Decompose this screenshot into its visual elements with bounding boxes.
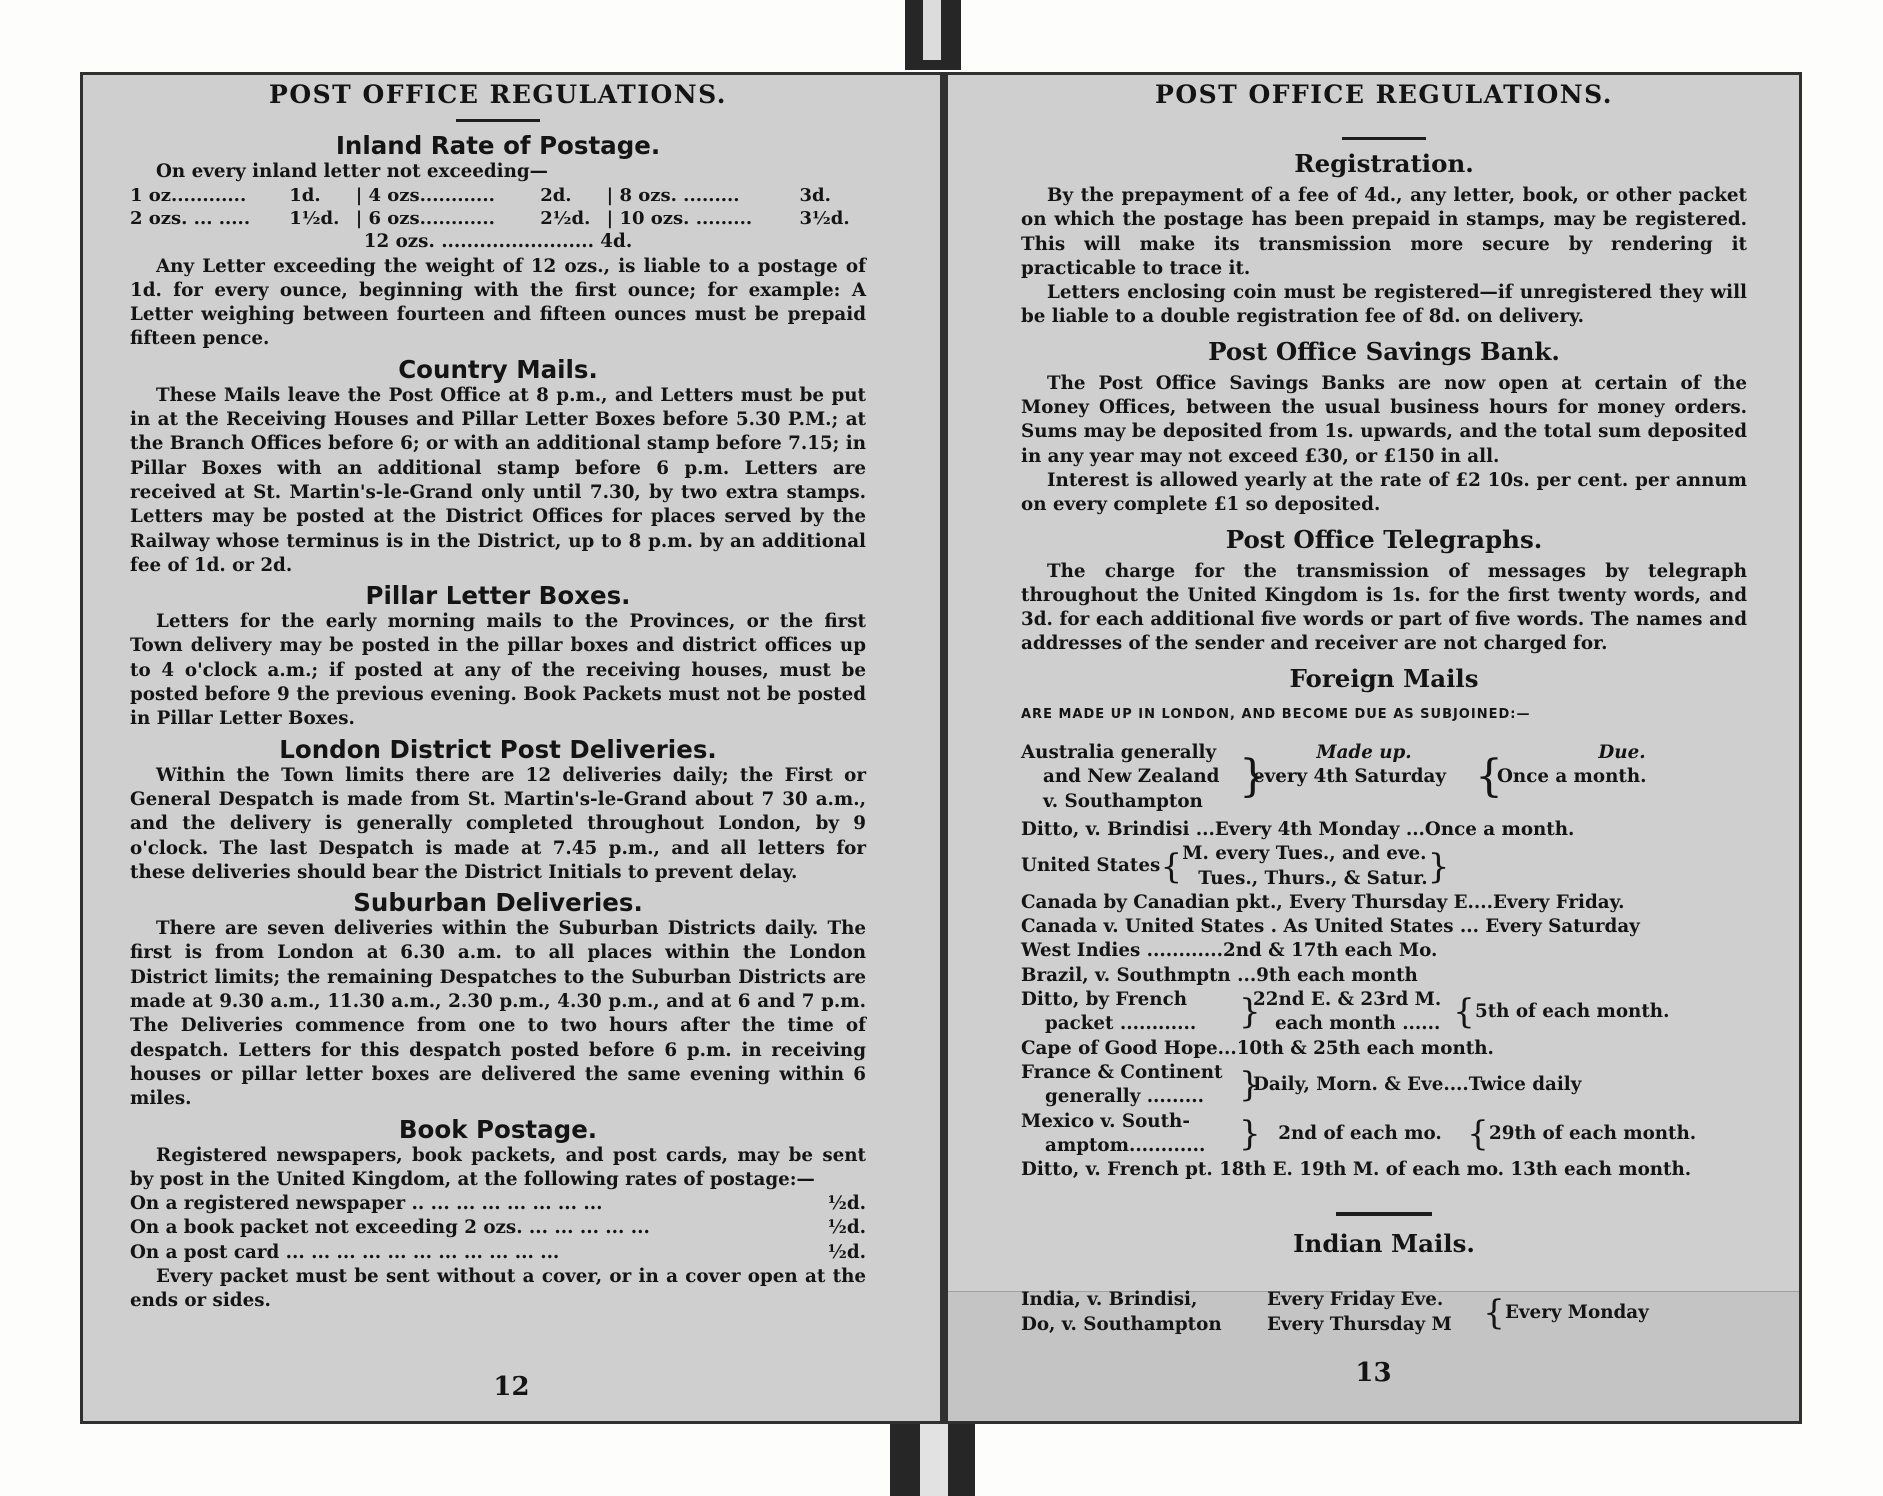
suburban-deliveries-section [130,889,866,1111]
telegraphs-paragraph: The charge for the transmission of messages by telegraph throughout the United Kingdom is 1s. for the first twenty words, and 3d. for each additional five words or part of five words. The names and addresses of the sender and receiver are not charged for. [1021,560,1747,655]
india-made-1: Every Friday Eve. [1267,1289,1444,1311]
indian-mails-row [1021,1288,1747,1337]
rate-cell: 2 ozs. ... ..... [130,208,251,230]
book-postage-paragraph: Registered newspapers, book packets, and post cards, may be sent by post in the United Kingdom, at the following rates of postage:— [130,1144,866,1190]
book-rate-label: On a registered newspaper .. ... ... ... ... ... ... ... [130,1193,603,1215]
book-postage-section [130,1116,866,1314]
australia-made-up: every 4th Saturday [1253,766,1446,788]
france-made-up: Daily, Morn. & Eve....Twice daily [1253,1074,1582,1096]
france-line-1: France & Continent [1021,1061,1223,1083]
rate-cell: 1d. [289,185,321,207]
brace-glyph: } [1239,992,1261,1033]
rate-cell: | 10 ozs. ......... [606,208,753,230]
ditto-french-row [1021,988,1747,1037]
country-mails-paragraph: These Mails leave the Post Office at 8 p.m., and Letters must be put in at the Receiving Houses and Pillar Letter Boxes before 5.30 P.M.; at the Branch Offices before 6; or with an additional stamp before 7.15; in Pillar Boxes with an additional stamp before 6 p.m. Letters are received at St. Martin's-le-Grand only until 7.30, by two extra stamps. Letters may be posted at the District Offices for places served by the Railway whose terminus is in the District, up to 8 p.m. by an additional fee of 1d. or 2d. [130,384,866,576]
list-item [130,1241,866,1265]
indian-mails-title: Indian Mails. [1293,1229,1475,1259]
foreign-mails-section [1021,665,1747,1183]
london-deliveries-paragraph: Within the Town limits there are 12 deliveries daily; the First or General Despatch is made from St. Martin's-le-Grand about 7 30 a.m., and the delivery is generally completed throughout London, by 9 o'clock. The last Despatch is made at 7.45 p.m., and all letters for these deliveries should bear the District Initials to prevent delay. [130,764,866,883]
ditto-french-due: 5th of each month. [1475,1001,1670,1023]
ditto-french-line-2: packet ............ [1045,1013,1197,1035]
brace-glyph: } [1427,846,1450,887]
savings-bank-section [1021,338,1747,518]
rate-cell: | 4 ozs............ [355,185,495,207]
indian-mails-section [1021,1230,1747,1337]
canada-line-1: Canada by Canadian pkt., Every Thursday E....Every Friday. [1021,891,1625,913]
binding-spine-bottom [890,1420,975,1496]
telegraphs-title: Post Office Telegraphs. [1225,524,1543,554]
pillar-boxes-paragraph: Letters for the early morning mails to the Provinces, or the first Town delivery may be posted in the pillar boxes and district offices up to 4 o'clock a.m.; if posted at any of the receiving houses, must be posted before 9 the previous evening. Book Packets must not be posted in Pillar Letter Boxes. [130,611,866,730]
made-up-cell [1253,741,1475,814]
ditto-french-line-1: Ditto, by French [1021,989,1188,1011]
registration-section [1021,150,1747,330]
left-page [80,72,946,1424]
registration-title: Registration. [1294,149,1474,178]
brace-glyph: { [1453,992,1475,1033]
book-rate-value: ½d. [827,1217,866,1239]
list-item [130,1192,866,1216]
made-up-label: Made up. [1316,742,1412,764]
mexico-due: 29th of each month. [1489,1122,1697,1144]
book-postage-closing: Every packet must be sent without a cover, or in a cover open at the ends or sides. [130,1265,866,1312]
brace-glyph: } [1239,1065,1261,1106]
book-rate-label: On a post card ... ... ... ... ... ... ... ... ... ... ... [130,1241,560,1263]
india-place-2: Do, v. Southampton [1021,1313,1222,1335]
right-running-head: POST OFFICE REGULATIONS. [1155,80,1613,109]
rate-cell: 2½d. [540,208,591,230]
brace-glyph: { [1483,1292,1505,1333]
australia-due: Once a month. [1497,766,1647,788]
book-rate-label: On a book packet not exceeding 2 ozs. ... ... ... ... ... [130,1217,650,1239]
india-due: Every Monday [1505,1301,1649,1323]
list-item [130,1216,866,1240]
spine-tab-top [923,0,941,60]
place-cell [1021,741,1239,814]
table-row [130,184,866,207]
pillar-boxes-section [130,582,866,731]
us-line-1: M. every Tues., and eve. [1182,843,1427,865]
book-postage-title: Book Postage. [398,1114,598,1144]
ditto-french-made-1: 22nd E. & 23rd M. [1253,989,1442,1011]
brace-glyph: { [1475,751,1503,803]
brace-glyph: } [1239,751,1267,803]
mexico-row [1021,1110,1747,1159]
page-number-right: 13 [1355,1357,1392,1388]
london-deliveries-title: London District Post Deliveries. [279,734,717,764]
place-cell [1021,1288,1267,1337]
country-mails-section [130,356,866,578]
india-made-2: Every Thursday M [1267,1313,1452,1335]
united-states-row [1021,842,1747,891]
suburban-deliveries-title: Suburban Deliveries. [353,888,643,918]
section-rule [1336,1212,1432,1216]
west-indies-line: West Indies ............2nd & 17th each Mo. [1021,940,1438,962]
france-row [1021,1061,1747,1110]
savings-bank-paragraph-1: The Post Office Savings Banks are now open at certain of the Money Offices, between the usual business hours for money orders. Sums may be deposited from 1s. upwards, and the total sum deposited in any year may not exceed £30, or £150 in all. [1021,372,1747,467]
binding-spine-top [905,0,961,70]
canada-line-2: Canada v. United States . As United States ... Every Saturday [1021,916,1640,938]
inland-rate-title: Inland Rate of Postage. [335,131,661,160]
brindisi-line: Ditto, v. Brindisi ...Every 4th Monday ...Once a month. [1021,818,1575,840]
rate-cell: 3d. [799,185,831,207]
page-number-left: 12 [493,1371,530,1402]
place-cell [1021,1110,1239,1159]
foreign-mails-subtitle: ARE MADE UP IN LONDON, AND BECOME DUE AS SUBJOINED:— [1021,706,1531,722]
head-rule [456,119,540,122]
made-up-cell [1253,988,1453,1037]
mexico-made-up: 2nd of each mo. [1278,1122,1442,1144]
registration-paragraph-1: By the prepayment of a fee of 4d., any letter, book, or other packet on which the postage has been prepaid in stamps, may be registered. This will make its transmission more secure by rendering it practicable to trace it. [1021,185,1747,279]
head-rule [1342,137,1426,140]
country-mails-title: Country Mails. [398,354,598,384]
rate-cell: | 8 ozs. ......... [606,185,740,207]
telegraphs-section [1021,526,1747,657]
place-cell [1021,988,1239,1037]
inland-last-rate: 12 ozs. ........................ 4d. [363,231,633,253]
australia-row [1021,741,1747,814]
rate-cell: | 6 ozs............ [355,208,495,230]
savings-bank-paragraph-2: Interest is allowed yearly at the rate of £2 10s. per cent. per annum on every complete £1 so deposited. [1021,469,1747,516]
spine-tab-bottom [920,1420,948,1496]
ditto-french-made-2: each month ...... [1275,1013,1441,1035]
due-label: Due. [1598,742,1646,764]
mexico-line-1: Mexico v. South- [1021,1110,1190,1132]
foreign-mails-title: Foreign Mails [1289,663,1479,693]
australia-line-3: v. Southampton [1043,790,1203,812]
table-row [130,207,866,230]
book-rate-value: ½d. [827,1241,866,1263]
made-up-cell [1267,1288,1483,1337]
australia-line-1: Australia generally [1021,742,1217,764]
london-deliveries-section [130,736,866,885]
place-cell [1021,1061,1239,1110]
france-line-2: generally ......... [1045,1086,1204,1108]
pillar-boxes-title: Pillar Letter Boxes. [365,581,631,611]
inland-paragraph: Any Letter exceeding the weight of 12 ozs., is liable to a postage of 1d. for every ounce, beginning with the first ounce; for example: A Letter weighing between fourteen and fifteen ounces must be prepaid fifteen pence. [130,255,866,350]
due-cell [1497,741,1747,814]
suburban-deliveries-paragraph: There are seven deliveries within the Suburban Districts daily. The first is from London at 6.30 a.m. to all places within the London District limits; the remaining Despatches to the Suburban Districts are made at 9.30 a.m., 11.30 a.m., 2.30 p.m., 4.30 p.m., and at 6 and 7 p.m. The Deliveries commence from one to two hours after the time of despatch. Letters for this despatch posted before 6 p.m. in receiving houses or pillar letter boxes are delivered the same evening within 6 miles. [130,918,866,1110]
us-times [1182,842,1427,891]
inland-rate-table [130,184,866,230]
brace-glyph: { [1467,1113,1489,1154]
australia-line-2: and New Zealand [1043,766,1220,788]
brazil-line: Brazil, v. Southmptn ...9th each month [1021,964,1418,986]
rate-cell: 1½d. [289,208,340,230]
rate-cell: 2d. [540,185,572,207]
inland-rate-section [130,132,866,352]
ditto-french-pt-line: Ditto, v. French pt. 18th E. 19th M. of each mo. 13th each month. [1021,1159,1692,1181]
us-label: United States [1021,855,1161,877]
savings-bank-title: Post Office Savings Bank. [1208,336,1560,366]
us-line-2: Tues., Thurs., & Satur. [1198,867,1428,889]
right-page [946,72,1802,1424]
brace-glyph: } [1239,1113,1261,1154]
book-rate-value: ½d. [827,1193,866,1215]
registration-paragraph-2: Letters enclosing coin must be registered—if unregistered they will be liable to a double registration fee of 8d. on delivery. [1021,282,1747,328]
rate-cell: 1 oz............ [130,185,247,207]
rate-cell: 3½d. [799,208,850,230]
cape-line: Cape of Good Hope...10th & 25th each month. [1021,1037,1494,1059]
left-running-head: POST OFFICE REGULATIONS. [269,80,727,109]
inland-intro: On every inland letter not exceeding— [156,161,548,182]
mexico-line-2: amptom............ [1045,1134,1206,1156]
india-place-1: India, v. Brindisi, [1021,1289,1198,1311]
brace-glyph: { [1160,846,1183,887]
